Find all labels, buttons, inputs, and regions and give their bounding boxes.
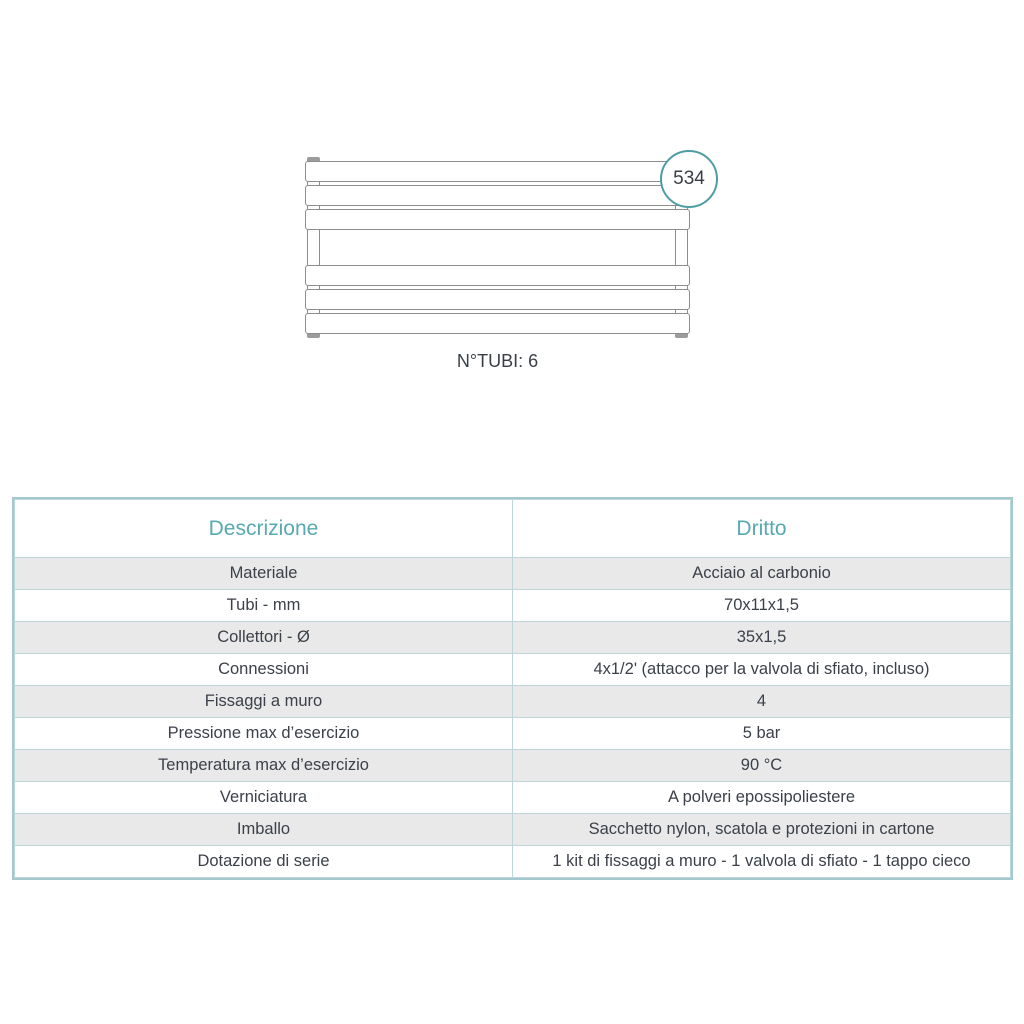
spec-value: 35x1,5	[513, 622, 1011, 654]
spec-label: Materiale	[15, 558, 513, 590]
table-row-verniciatura	[15, 782, 1011, 814]
table-row-temperatura	[15, 750, 1011, 782]
spec-value: 4x1/2' (attacco per la valvola di sfiato, incluso)	[513, 654, 1011, 686]
radiator-tube-5	[305, 289, 690, 310]
tube-count-label: N°TUBI: 6	[456, 351, 539, 371]
table-row-connessioni	[15, 654, 1011, 686]
spec-value: 5 bar	[513, 718, 1011, 750]
spec-label: Temperatura max d’esercizio	[15, 750, 513, 782]
table-row-materiale	[15, 558, 1011, 590]
radiator-tube-4	[305, 265, 690, 286]
spec-table	[14, 499, 1011, 878]
spec-value: A polveri epossipoliestere	[513, 782, 1011, 814]
spec-label: Connessioni	[15, 654, 513, 686]
spec-value: 1 kit di fissaggi a muro - 1 valvola di sfiato - 1 tappo cieco	[513, 846, 1011, 878]
spec-label: Tubi - mm	[15, 590, 513, 622]
spec-label: Pressione max d’esercizio	[15, 718, 513, 750]
spec-value: 90 °C	[513, 750, 1011, 782]
radiator-tube-1	[305, 161, 690, 182]
table-row-tubi	[15, 590, 1011, 622]
radiator-drawing	[305, 157, 705, 338]
table-row-collettori	[15, 622, 1011, 654]
radiator-tube-3	[305, 209, 690, 230]
width-dimension-badge	[660, 150, 718, 208]
spec-table-container	[12, 497, 1013, 880]
table-row-fissaggi	[15, 686, 1011, 718]
spec-value: 4	[513, 686, 1011, 718]
table-header-row	[15, 500, 1011, 558]
spec-label: Dotazione di serie	[15, 846, 513, 878]
table-row-dotazione	[15, 846, 1011, 878]
spec-value: Acciaio al carbonio	[513, 558, 1011, 590]
table-row-imballo	[15, 814, 1011, 846]
radiator-tube-2	[305, 185, 690, 206]
width-dimension-value: 534	[673, 168, 705, 189]
column-header-descrizione: Descrizione	[15, 500, 513, 558]
spec-value: 70x11x1,5	[513, 590, 1011, 622]
spec-label: Verniciatura	[15, 782, 513, 814]
column-header-dritto: Dritto	[513, 500, 1011, 558]
spec-label: Collettori - Ø	[15, 622, 513, 654]
radiator-tube-6	[305, 313, 690, 334]
spec-label: Imballo	[15, 814, 513, 846]
spec-value: Sacchetto nylon, scatola e protezioni in cartone	[513, 814, 1011, 846]
table-row-pressione	[15, 718, 1011, 750]
spec-label: Fissaggi a muro	[15, 686, 513, 718]
